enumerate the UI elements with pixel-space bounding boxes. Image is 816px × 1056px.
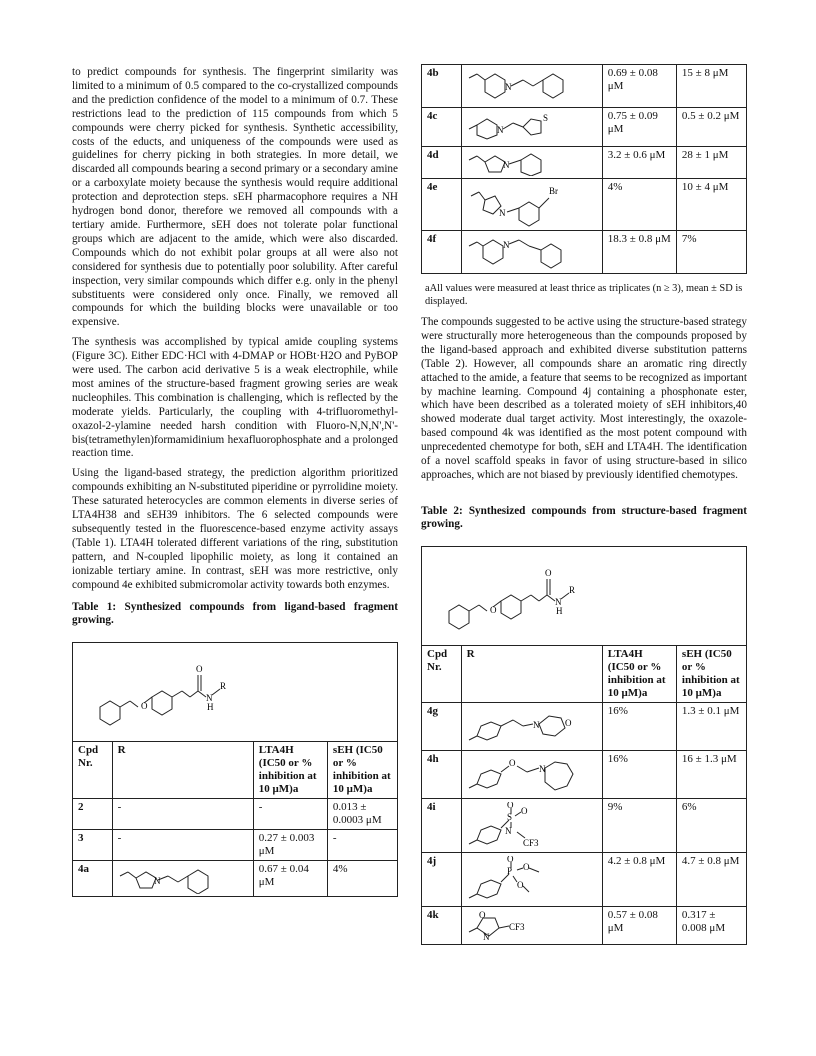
table1-footnote: aAll values were measured at least thrice as triplicates (n ≥ 3), mean ± SD is displayed. <box>425 283 743 307</box>
table-row <box>422 179 747 231</box>
atom-label: N <box>206 692 213 703</box>
atom-label: S <box>542 113 548 123</box>
atom-label: O <box>506 802 514 811</box>
atom-label: CF3 <box>508 922 525 933</box>
cell-r: - <box>112 829 253 860</box>
cell-lta4h: 4% <box>602 179 676 231</box>
table-row <box>422 65 747 108</box>
table-row <box>422 703 747 751</box>
atom-label: S <box>506 812 512 823</box>
cell-r-structure <box>461 907 602 945</box>
cell-lta4h: 0.69 ± 0.08 μM <box>602 65 676 108</box>
cell-r-structure <box>461 231 602 274</box>
cell-seh: 6% <box>676 799 746 853</box>
cell-cpd: 4j <box>422 853 462 907</box>
cell-seh: 28 ± 1 μM <box>676 147 746 179</box>
cell-r-structure <box>461 703 602 751</box>
piperidine-phenylpropyl-structure <box>467 234 595 270</box>
table-row <box>422 147 747 179</box>
cell-cpd: 4b <box>422 65 462 108</box>
phenyl-ethyl-morpholine-structure <box>467 706 587 748</box>
atom-label: N <box>532 720 540 731</box>
atom-label: O <box>520 806 528 817</box>
header-lta4h: LTA4H (IC50 or % inhibition at 10 μM)a <box>602 646 676 703</box>
cell-seh: - <box>327 829 397 860</box>
atom-label: N <box>502 160 510 170</box>
pyrrolidine-benzyl-structure <box>467 150 577 176</box>
header-seh: sEH (IC50 or % inhibition at 10 μM)a <box>676 646 746 703</box>
cell-cpd: 4i <box>422 799 462 853</box>
header-cpd: Cpd Nr. <box>422 646 462 703</box>
table1 <box>72 642 398 897</box>
atom-label: O <box>490 605 497 616</box>
atom-label: O <box>545 568 552 579</box>
table-row <box>73 860 398 896</box>
cell-r-structure <box>461 147 602 179</box>
cell-seh: 4.7 ± 0.8 μM <box>676 853 746 907</box>
cell-r-structure <box>461 751 602 799</box>
atom-label: N <box>504 826 512 837</box>
table2-caption: Table 2: Synthesized compounds from structure-based fragment growing. <box>421 504 747 531</box>
cell-cpd: 4f <box>422 231 462 274</box>
cell-cpd: 4c <box>422 108 462 147</box>
benzyloxy-phenyl-propanamide-scaffold <box>427 549 597 637</box>
table-row <box>422 751 747 799</box>
phenyl-diethyl-phosphonate-structure <box>467 856 577 904</box>
atom-label: O <box>196 663 203 674</box>
cell-seh: 10 ± 4 μM <box>676 179 746 231</box>
atom-label: N <box>538 764 546 775</box>
cell-cpd: 4k <box>422 907 462 945</box>
cell-r-structure <box>461 108 602 147</box>
cell-seh: 15 ± 8 μM <box>676 65 746 108</box>
atom-label: N <box>153 875 161 886</box>
benzyloxy-phenyl-propanamide-scaffold <box>78 645 248 733</box>
table1-scaffold-cell <box>73 642 398 741</box>
atom-label: CF3 <box>522 838 539 849</box>
atom-label: O <box>508 758 516 769</box>
atom-label: O <box>564 718 572 729</box>
cell-lta4h: 4.2 ± 0.8 μM <box>602 853 676 907</box>
paragraph: Using the ligand-based strategy, the prediction algorithm prioritized compounds exhibiting an N-substituted piperidine or pyrrolidine moiety. These saturated heterocycles are common elements in diverse series of LTA4H38 and sEH39 inhibitors. The 6 selected compounds were subsequently tested in the fluorescence-based enzyme activity assays (Table 1). LTA4H tolerated different variations of the ring, substitution pattern, and N-coupled lipophilic moiety, as long it contained an ionizable tertiary amine. In contrast, sEH was more restrictive, only compound 4e exhibited submicromolar activity towards both enzymes. <box>72 467 398 591</box>
table2-scaffold-cell <box>422 547 747 646</box>
cell-r-structure <box>112 860 253 896</box>
cell-lta4h: 0.67 ± 0.04 μM <box>253 860 327 896</box>
cell-seh: 0.013 ± 0.0003 μM <box>327 798 397 829</box>
atom-label: N <box>496 125 504 135</box>
right-column <box>421 64 747 945</box>
table1-continued <box>421 64 747 274</box>
cell-r-structure <box>461 799 602 853</box>
table-row <box>422 853 747 907</box>
atom-label: R <box>220 680 227 691</box>
pyrrolidine-bromophenyl-structure <box>467 182 587 228</box>
cell-lta4h: 0.75 ± 0.09 μM <box>602 108 676 147</box>
table-row <box>73 798 398 829</box>
cell-seh: 16 ± 1.3 μM <box>676 751 746 799</box>
trifluoromethyl-oxazole-structure <box>467 910 567 942</box>
header-seh: sEH (IC50 or % inhibition at 10 μM)a <box>327 741 397 798</box>
cell-cpd: 4g <box>422 703 462 751</box>
cell-seh: 4% <box>327 860 397 896</box>
table-row <box>422 108 747 147</box>
cell-cpd: 2 <box>73 798 113 829</box>
phenoxy-ethyl-azepane-structure <box>467 754 591 796</box>
atom-label: O <box>141 700 148 711</box>
atom-label: H <box>207 701 214 712</box>
atom-label: R <box>569 585 576 596</box>
atom-label: O <box>516 880 524 891</box>
cell-seh: 1.3 ± 0.1 μM <box>676 703 746 751</box>
atom-label: P <box>506 866 512 877</box>
cell-lta4h: 16% <box>602 703 676 751</box>
table-row <box>73 829 398 860</box>
table1-caption: Table 1: Synthesized compounds from ligand-based fragment growing. <box>72 600 398 627</box>
paragraph: The compounds suggested to be active using the structure-based strategy were structurally more heterogeneous than the compounds proposed by the ligand-based approach and exhibited diverse substitution patterns (Table 2). However, all compounds share an aromatic ring directly attached to the amide, a feature that seems to be recognized as important by machine learning. Compound 4j containing a phosphonate ester, which have been described as a tolerated moiety of sEH inhibitors,40 showed moderate dual target activity. Most interestingly, the oxazole-based compound 4k was identified as the most potent compound with unprecedented chemotype for both, sEH and LTA4H. The identification of a novel scaffold speaks in favor of using structure-based in silico approaches, which are not biased by previously identified chemotypes. <box>421 316 747 481</box>
table2 <box>421 546 747 945</box>
atom-label: N <box>504 82 512 92</box>
atom-label: N <box>482 932 490 943</box>
cell-cpd: 4d <box>422 147 462 179</box>
paragraph: to predict compounds for synthesis. The fingerprint similarity was limited to a minimum of 0.5 compared to the co-crystallized compounds and the prediction confidence of the model to a minimum of 0.7. These restrictions lead to the prediction of 115 compounds from which 5 compounds were cherry picked for synthesis. Synthetic accessibility, costs of the educts, and uniqueness of the compounds were used as guidelines for cherry picking in both strategies. In more detail, we discarded all compounds bearing a second primary or a secondary amine or a carboxylate moiety because the synthesis would require additional protection and deprotection steps. sEH pharmacophore requires a NH hydrogen bond donor, therefore we removed all compounds with a tertiary amide. Furthermore, sEH does not tolerate polar functional groups which are adjacent to the amide, which were also discarded. Compounds which do not exhibit polar groups at all were also not considered for synthesis due to potentially poor solubility. After careful inspection, very similar compounds which differ e.g. only in the phenyl substituents were considered only once. Finally, we removed all compounds for which the building blocks were unavailable or too expensive. <box>72 66 398 329</box>
header-cpd: Cpd Nr. <box>73 741 113 798</box>
table-row <box>422 799 747 853</box>
cell-lta4h: 9% <box>602 799 676 853</box>
pyrrolidine-phenethyl-structure <box>118 864 236 894</box>
cell-lta4h: 16% <box>602 751 676 799</box>
table-row <box>422 907 747 945</box>
cell-seh: 0.5 ± 0.2 μM <box>676 108 746 147</box>
cell-cpd: 3 <box>73 829 113 860</box>
cell-r: - <box>112 798 253 829</box>
phenyl-sulfonamide-trifluoroethyl-structure <box>467 802 577 850</box>
atom-label: O <box>478 910 486 921</box>
piperidine-phenethyl-structure <box>467 68 595 104</box>
atom-label: H <box>556 606 563 617</box>
cell-lta4h: - <box>253 798 327 829</box>
paragraph: The synthesis was accomplished by typical amide coupling systems (Figure 3C). Either EDC·HCl with 4-DMAP or HOBt·H2O and PyBOP were used. The carbon acid derivative 5 is a weak electrophile, while most amines of the structure-based fragment growing series are weak nucleophiles. This combination is challenging, which is reflected by the moderate yields. Particularly, the coupling with 4-trifluoromethyl-oxazol-2-ylamine needed harsh condition with Fluoro-N,N,N',N'-bis(tetramethylen)formamidinium hexafluorophosphate and a prolonged reaction time. <box>72 336 398 460</box>
header-lta4h: LTA4H (IC50 or % inhibition at 10 μM)a <box>253 741 327 798</box>
left-column <box>72 66 398 897</box>
piperidine-thienylmethyl-structure <box>467 111 587 141</box>
atom-label: O <box>522 862 530 873</box>
atom-label: Br <box>548 186 558 196</box>
cell-cpd: 4a <box>73 860 113 896</box>
cell-cpd: 4e <box>422 179 462 231</box>
cell-lta4h: 0.27 ± 0.003 μM <box>253 829 327 860</box>
cell-r-structure <box>461 179 602 231</box>
atom-label: O <box>506 856 514 865</box>
header-r: R <box>112 741 253 798</box>
table-row <box>422 231 747 274</box>
atom-label: N <box>555 597 562 608</box>
cell-cpd: 4h <box>422 751 462 799</box>
cell-seh: 7% <box>676 231 746 274</box>
cell-lta4h: 0.57 ± 0.08 μM <box>602 907 676 945</box>
atom-label: N <box>502 240 510 250</box>
cell-r-structure <box>461 65 602 108</box>
atom-label: N <box>498 208 506 218</box>
cell-seh: 0.317 ± 0.008 μM <box>676 907 746 945</box>
cell-lta4h: 18.3 ± 0.8 μM <box>602 231 676 274</box>
header-r: R <box>461 646 602 703</box>
cell-lta4h: 3.2 ± 0.6 μM <box>602 147 676 179</box>
cell-r-structure <box>461 853 602 907</box>
